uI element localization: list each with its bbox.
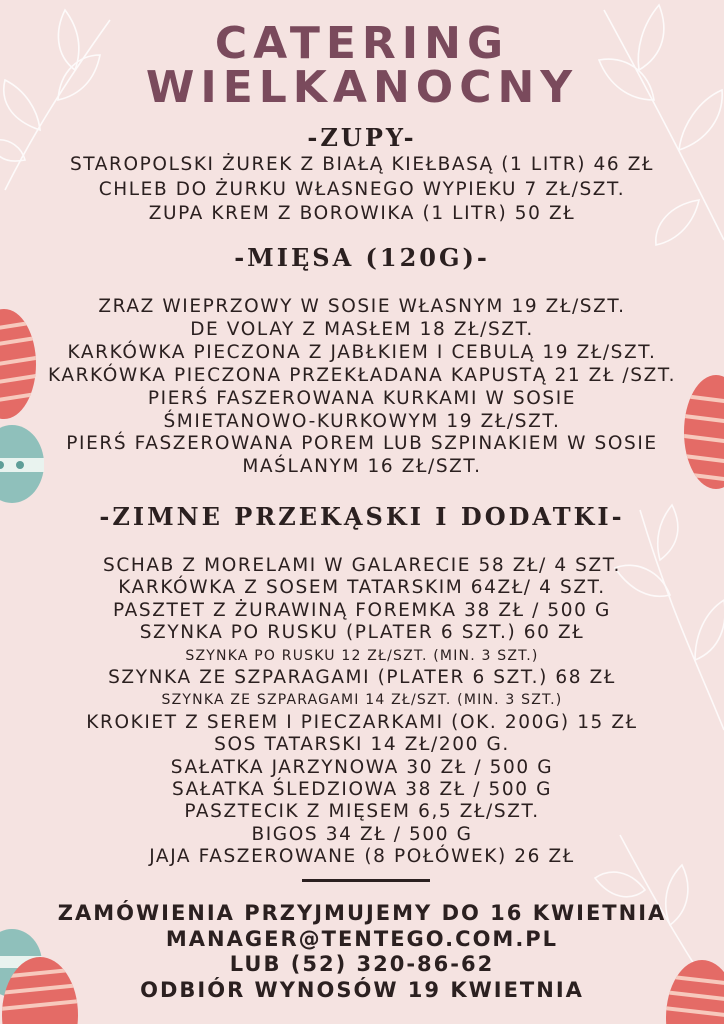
menu-item: PASZTECIK Z MIĘSEM 6,5 ZŁ/SZT. — [184, 801, 540, 823]
menu-item: KROKIET Z SEREM I PIECZARKAMI (OK. 200G) 15 ZŁ — [86, 711, 638, 733]
menu-item: SZYNKA PO RUSKU (PLATER 6 SZT.) 60 ZŁ — [139, 622, 585, 644]
menu-item: ŚMIETANOWO-KURKOWYM 19 ZŁ/SZT. — [163, 410, 561, 432]
menu-item-note: SZYNKA ZE SZPARAGAMI 14 ZŁ/SZT. (MIN. 3 SZT.) — [161, 692, 563, 709]
contact-phone: LUB (52) 320-86-62 — [229, 952, 495, 976]
menu-item: PIERŚ FASZEROWANA KURKAMI W SOSIE — [147, 387, 577, 409]
section-list-miesa — [0, 296, 724, 479]
section-heading-zimne-przekaski: -ZIMNE PRZEKĄSKI I DODATKI- — [99, 502, 625, 531]
menu-item: PIERŚ FASZEROWANA POREM LUB SZPINAKIEM W SOSIE — [66, 433, 658, 455]
menu-item: KARKÓWKA PIECZONA PRZEKŁADANA KAPUSTĄ 21 ZŁ /SZT. — [47, 364, 677, 386]
contact-email: MANAGER@TENTEGO.COM.PL — [165, 926, 559, 951]
menu-item: STAROPOLSKI ŻUREK Z BIAŁĄ KIEŁBASĄ (1 LITR) 46 ZŁ — [69, 154, 655, 175]
section-heading-miesa: -MIĘSA (120G)- — [234, 243, 490, 272]
menu-item: KARKÓWKA PIECZONA Z JABŁKIEM I CEBULĄ 19 ZŁ/SZT. — [67, 341, 657, 363]
menu-item: SZYNKA ZE SZPARAGAMI (PLATER 6 SZT.) 68 ZŁ — [108, 667, 616, 689]
menu-item: JAJA FASZEROWANE (8 POŁÓWEK) 26 ZŁ — [149, 846, 575, 868]
order-deadline: ZAMÓWIENIA PRZYJMUJEMY DO 16 KWIETNIA — [57, 901, 667, 925]
menu-item: BIGOS 34 ZŁ / 500 G — [251, 823, 473, 845]
menu-item: KARKÓWKA Z SOSEM TATARSKIM 64ZŁ/ 4 SZT. — [118, 577, 606, 599]
menu-item: DE VOLAY Z MASŁEM 18 ZŁ/SZT. — [190, 318, 534, 340]
page-title-line2: WIELKANOCNY — [145, 62, 579, 113]
section-heading-zupy: -ZUPY- — [307, 123, 417, 152]
menu-item: MAŚLANYM 16 ZŁ/SZT. — [242, 456, 482, 478]
divider — [302, 879, 430, 882]
menu-item: PASZTET Z ŻURAWINĄ FOREMKA 38 ZŁ / 500 G — [113, 599, 611, 621]
menu-item: ZUPA KREM Z BOROWIKA (1 LITR) 50 ZŁ — [148, 203, 576, 224]
order-info — [0, 901, 724, 1003]
menu-item: SAŁATKA ŚLEDZIOWA 38 ZŁ / 500 G — [171, 779, 553, 801]
menu-item-note: SZYNKA PO RUSKU 12 ZŁ/SZT. (MIN. 3 SZT.) — [185, 647, 539, 664]
menu-item: CHLEB DO ŻURKU WŁASNEGO WYPIEKU 7 ZŁ/SZT. — [98, 178, 626, 200]
section-list-zimne-przekaski — [0, 555, 724, 869]
menu-item: SOS TATARSKI 14 ZŁ/200 G. — [214, 734, 510, 756]
page-title-line1: CATERING — [214, 18, 510, 69]
section-list-zupy — [0, 153, 724, 227]
menu-item: ZRAZ WIEPRZOWY W SOSIE WŁASNYM 19 ZŁ/SZT. — [98, 296, 626, 317]
menu-item: SCHAB Z MORELAMI W GALARECIE 58 ZŁ/ 4 SZT. — [102, 555, 621, 576]
menu-item: SAŁATKA JARZYNOWA 30 ZŁ / 500 G — [170, 756, 554, 778]
pickup-date: ODBIÓR WYNOSÓW 19 KWIETNIA — [140, 977, 584, 1002]
